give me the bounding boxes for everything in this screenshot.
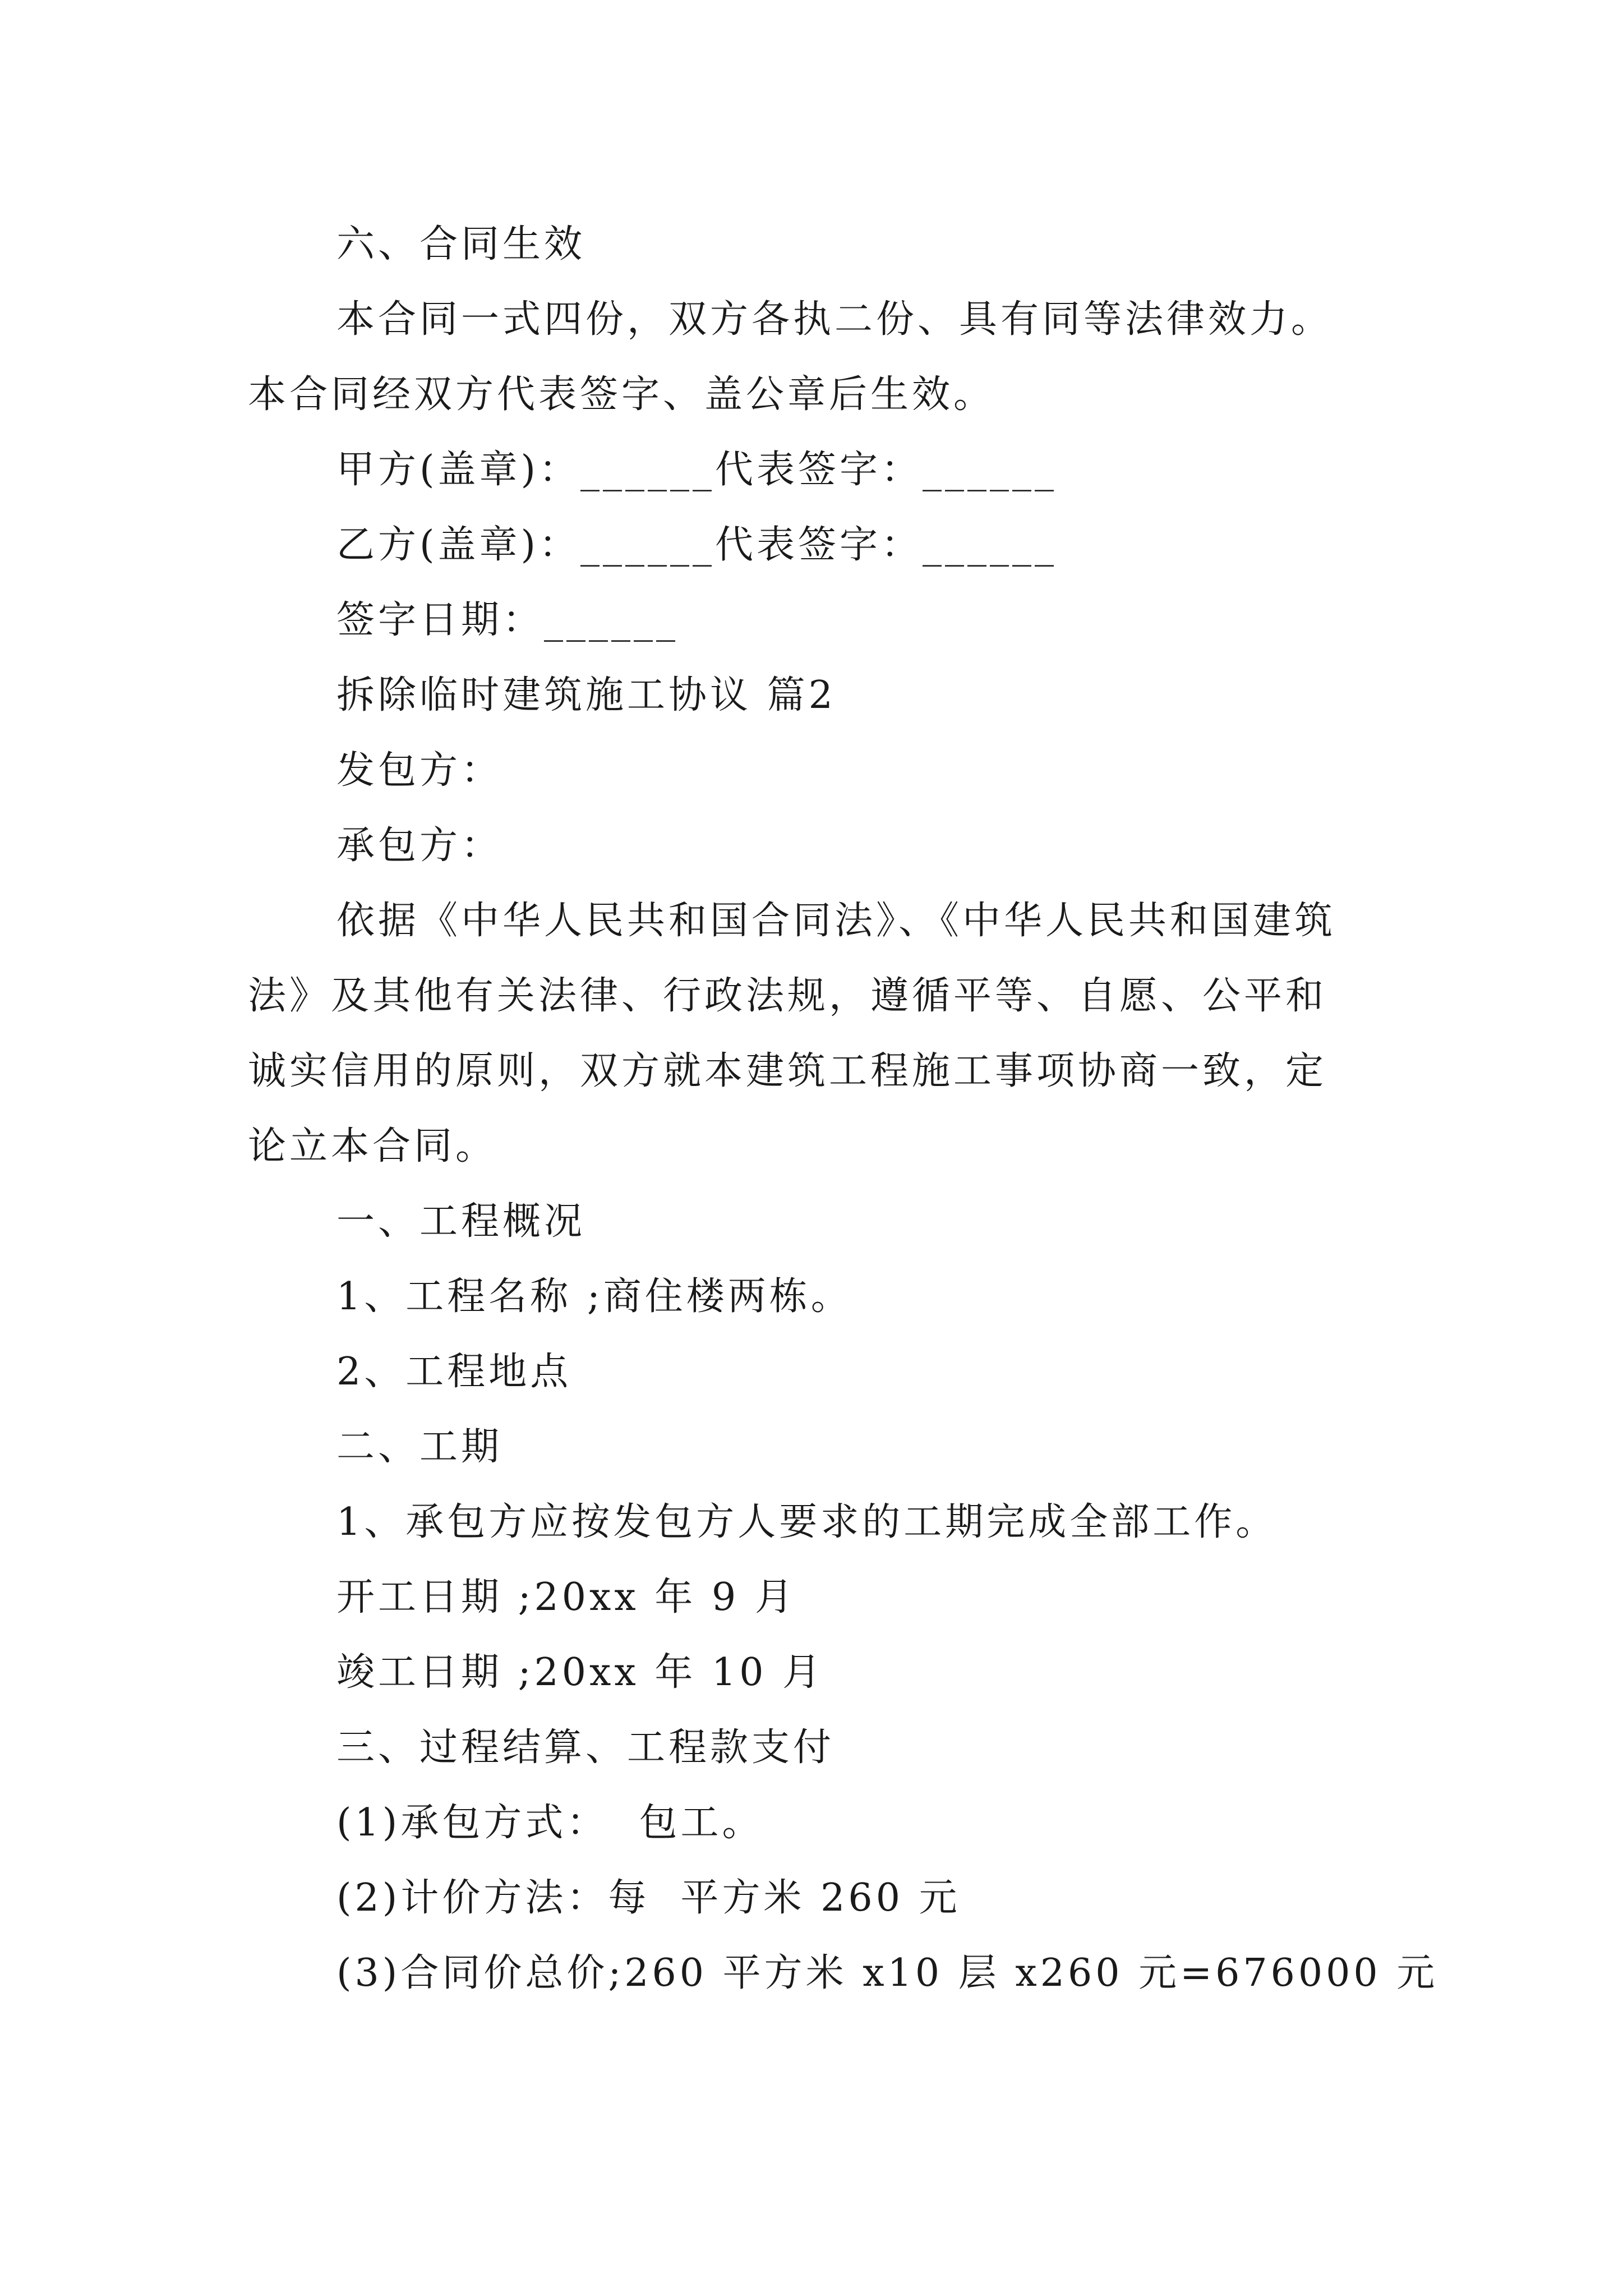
list-item: (2)计价方法：每 平方米 260 元 — [336, 1876, 961, 1920]
list-item: 1、承包方应按发包方人要求的工期完成全部工作。 — [336, 1500, 1278, 1544]
completion-date-line: 竣工日期 ;20xx 年 10 月 — [336, 1650, 824, 1695]
contractor-line: 承包方： — [336, 823, 503, 868]
section-heading-contract-effective: 六、合同生效 — [336, 222, 586, 266]
section-heading-settlement: 三、过程结算、工程款支付 — [336, 1726, 835, 1770]
paragraph-line: 本合同一式四份，双方各执二份、具有同等法律效力。 — [336, 297, 1333, 342]
issuer-line: 发包方： — [336, 748, 503, 793]
paragraph-line: 依据《中华人民共和国合同法》、《中华人民共和国建筑 — [336, 899, 1336, 943]
signature-date-line: 签字日期：______ — [336, 598, 679, 642]
section-heading-schedule: 二、工期 — [336, 1425, 503, 1469]
agreement-title: 拆除临时建筑施工协议 篇2 — [336, 673, 836, 717]
start-date-line: 开工日期 ;20xx 年 9 月 — [336, 1575, 796, 1619]
paragraph-line: 论立本合同。 — [248, 1124, 497, 1168]
list-item: 1、工程名称 ;商住楼两栋。 — [336, 1274, 852, 1319]
paragraph-line: 本合同经双方代表签字、盖公章后生效。 — [248, 372, 995, 417]
signature-line-party-a: 甲方(盖章)：______代表签字：______ — [336, 448, 1058, 492]
list-item: 2、工程地点 — [336, 1350, 572, 1394]
signature-line-party-b: 乙方(盖章)：______代表签字：______ — [336, 523, 1058, 567]
paragraph-line: 诚实信用的原则，双方就本建筑工程施工事项协商一致，定 — [248, 1049, 1327, 1093]
paragraph-line: 法》及其他有关法律、行政法规，遵循平等、自愿、公平和 — [248, 974, 1327, 1018]
list-item: (3)合同价总价;260 平方米 x10 层 x260 元=676000 元 — [336, 1951, 1438, 1995]
list-item: (1)承包方式： 包工。 — [336, 1801, 764, 1845]
section-heading-project-overview: 一、工程概况 — [336, 1199, 586, 1244]
